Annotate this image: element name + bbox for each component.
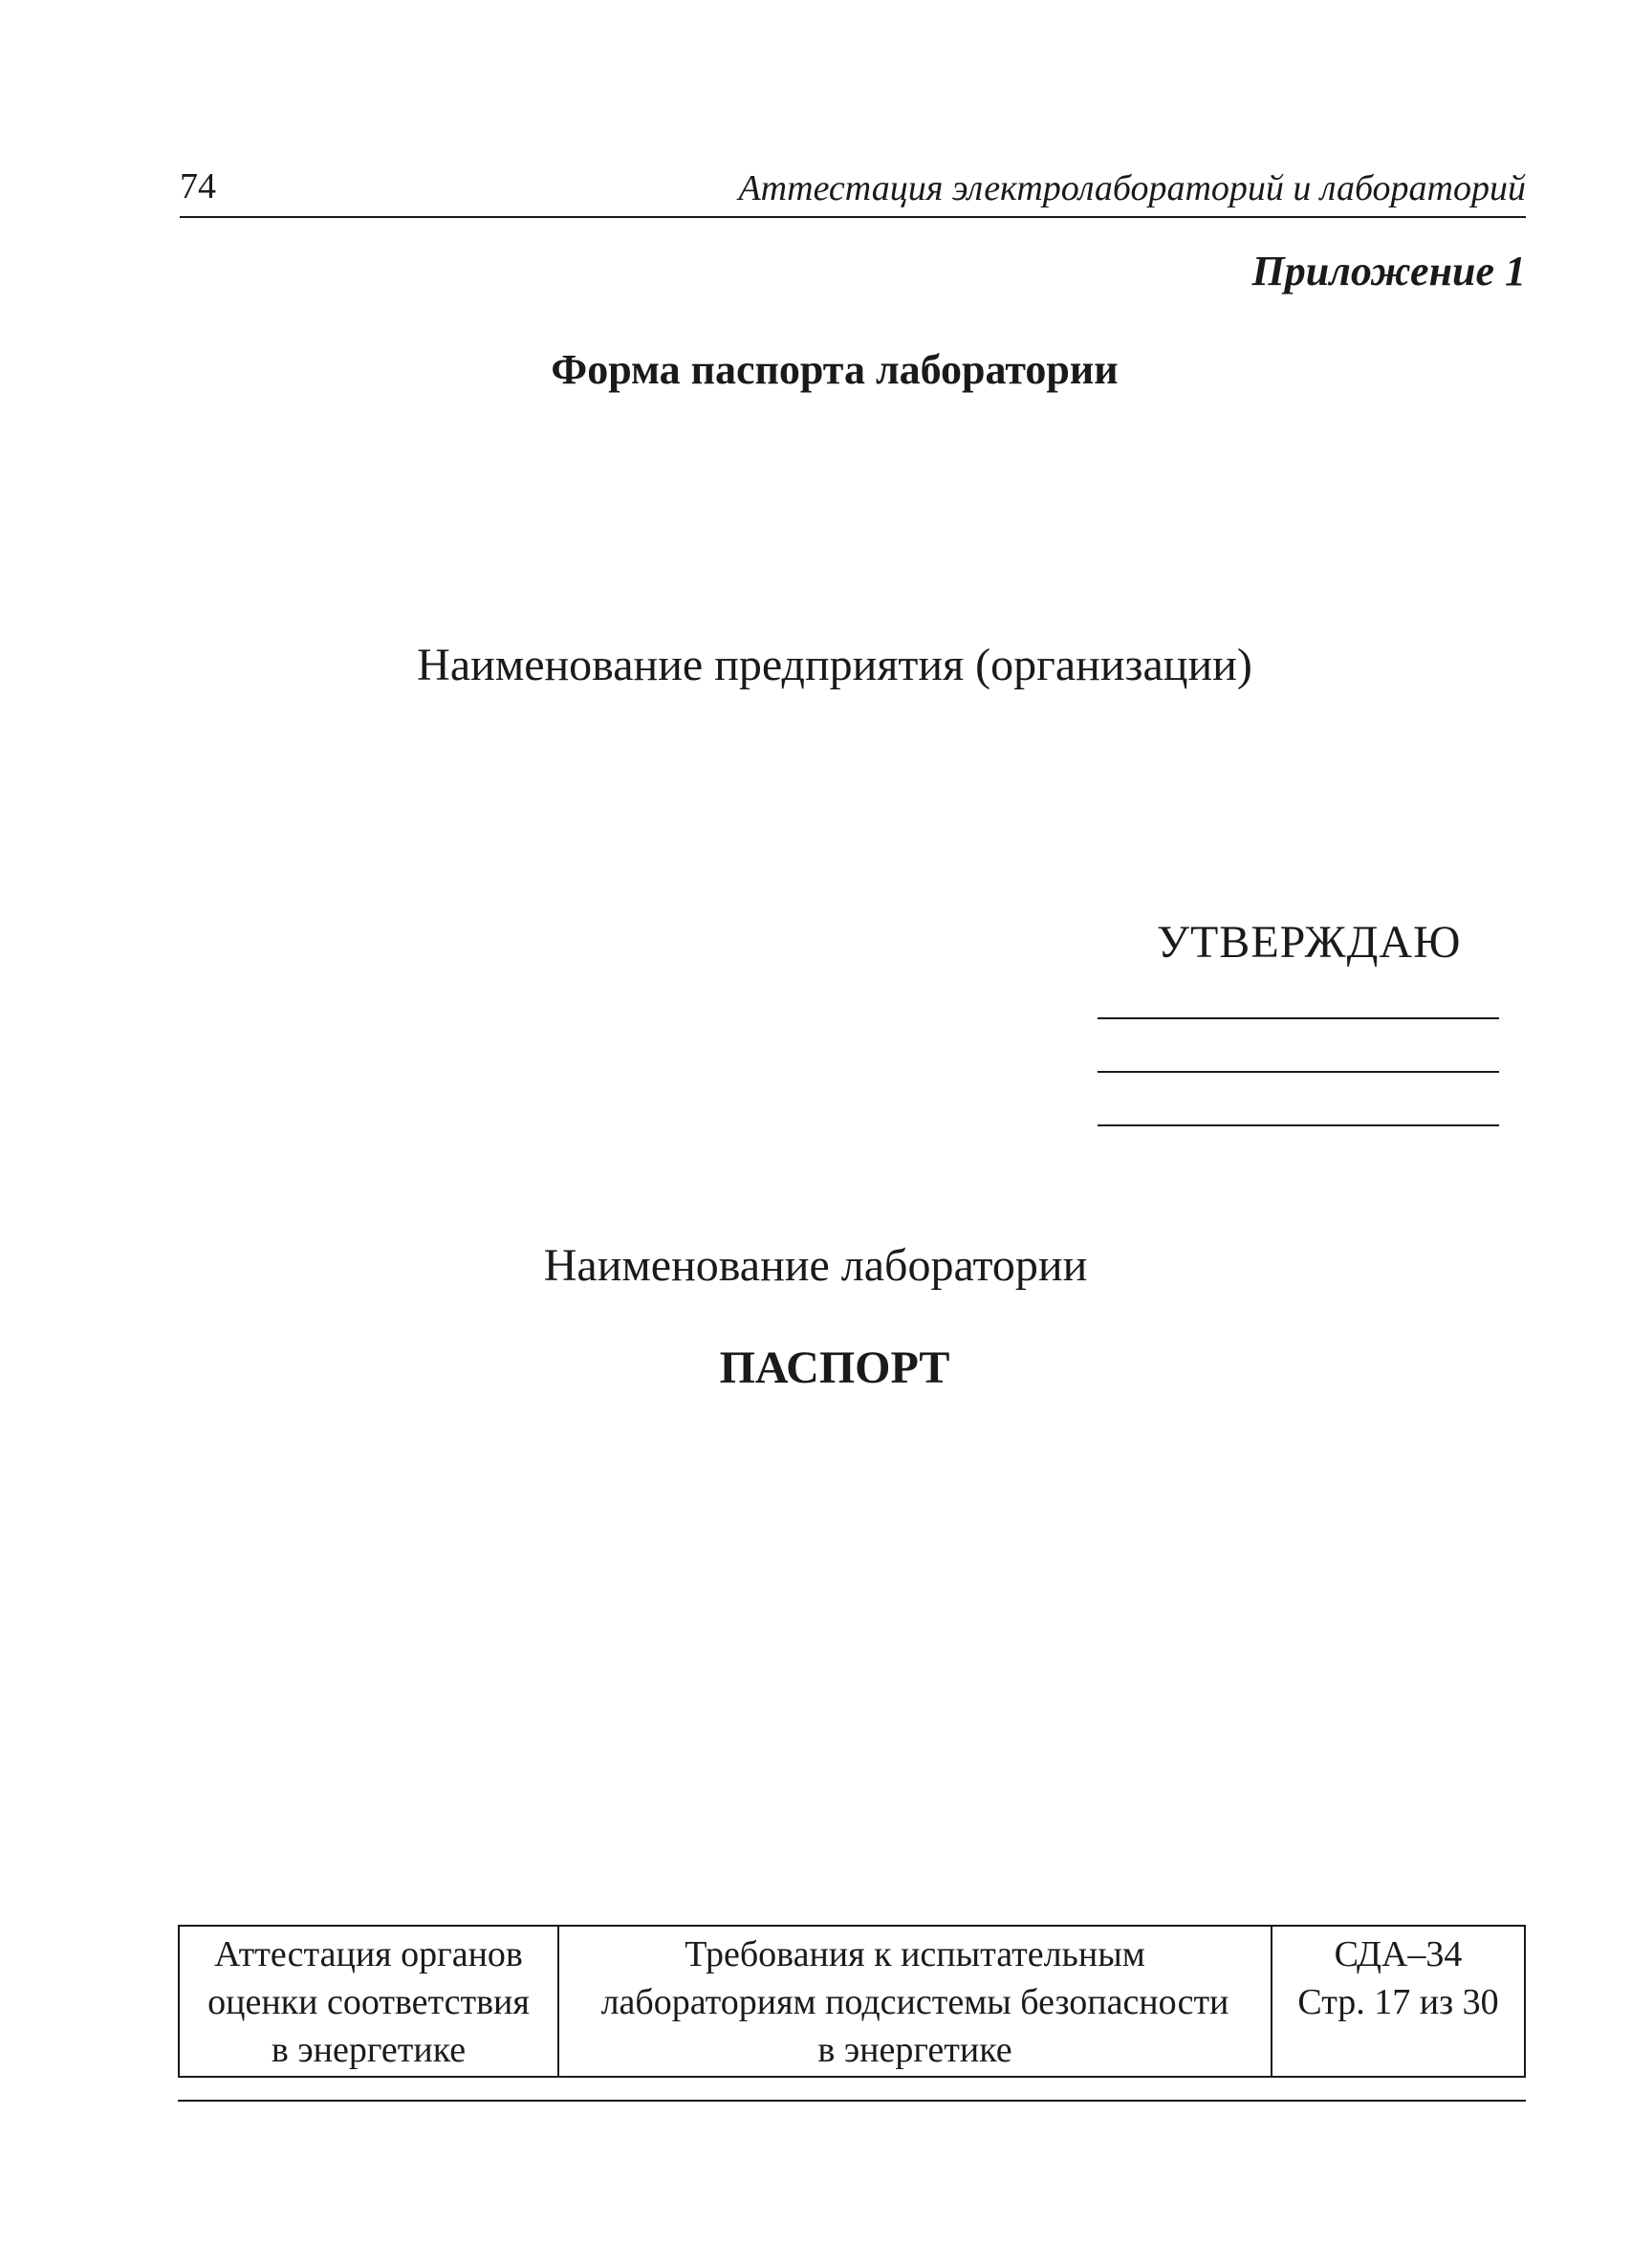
footer-cell-line: Стр. 17 из 30 [1297, 1982, 1499, 2022]
form-title: Форма паспорта лаборатории [551, 346, 1119, 393]
approval-label: УТВЕРЖДАЮ [1157, 917, 1462, 968]
lab-name: Наименование лаборатории [543, 1240, 1088, 1291]
footer-cell-line: оценки соответствия [207, 1982, 530, 2022]
approval-signature-line-1 [1098, 1017, 1499, 1019]
footer-table [178, 1925, 1526, 2078]
running-head: Аттестация электролабораторий и лабораторий [738, 168, 1526, 208]
footer-cell-line: Требования к испытательным [685, 1934, 1145, 1974]
footer-table-row [179, 1926, 1525, 2077]
enterprise-name: Наименование предприятия (организации) [417, 640, 1252, 690]
appendix-label: Приложение 1 [1251, 248, 1526, 294]
footer-cell-line: в энергетике [271, 2030, 467, 2070]
footer-cell-line: Аттестация органов [214, 1934, 523, 1974]
footer-cell-line: лабораториям подсистемы безопасности [600, 1982, 1229, 2022]
approval-signature-line-3 [1098, 1124, 1499, 1126]
page-number: 74 [180, 166, 216, 207]
footer-rule [178, 2100, 1526, 2102]
document-title: ПАСПОРТ [719, 1342, 950, 1393]
footer-cell-organization [179, 1926, 558, 2077]
footer-cell-requirements [558, 1926, 1272, 2077]
footer-cell-line: СДА–34 [1334, 1934, 1463, 1974]
approval-signature-line-2 [1098, 1071, 1499, 1073]
header-rule [180, 216, 1526, 218]
footer-cell-line: в энергетике [817, 2030, 1012, 2070]
footer-cell-doc-code [1272, 1926, 1525, 2077]
